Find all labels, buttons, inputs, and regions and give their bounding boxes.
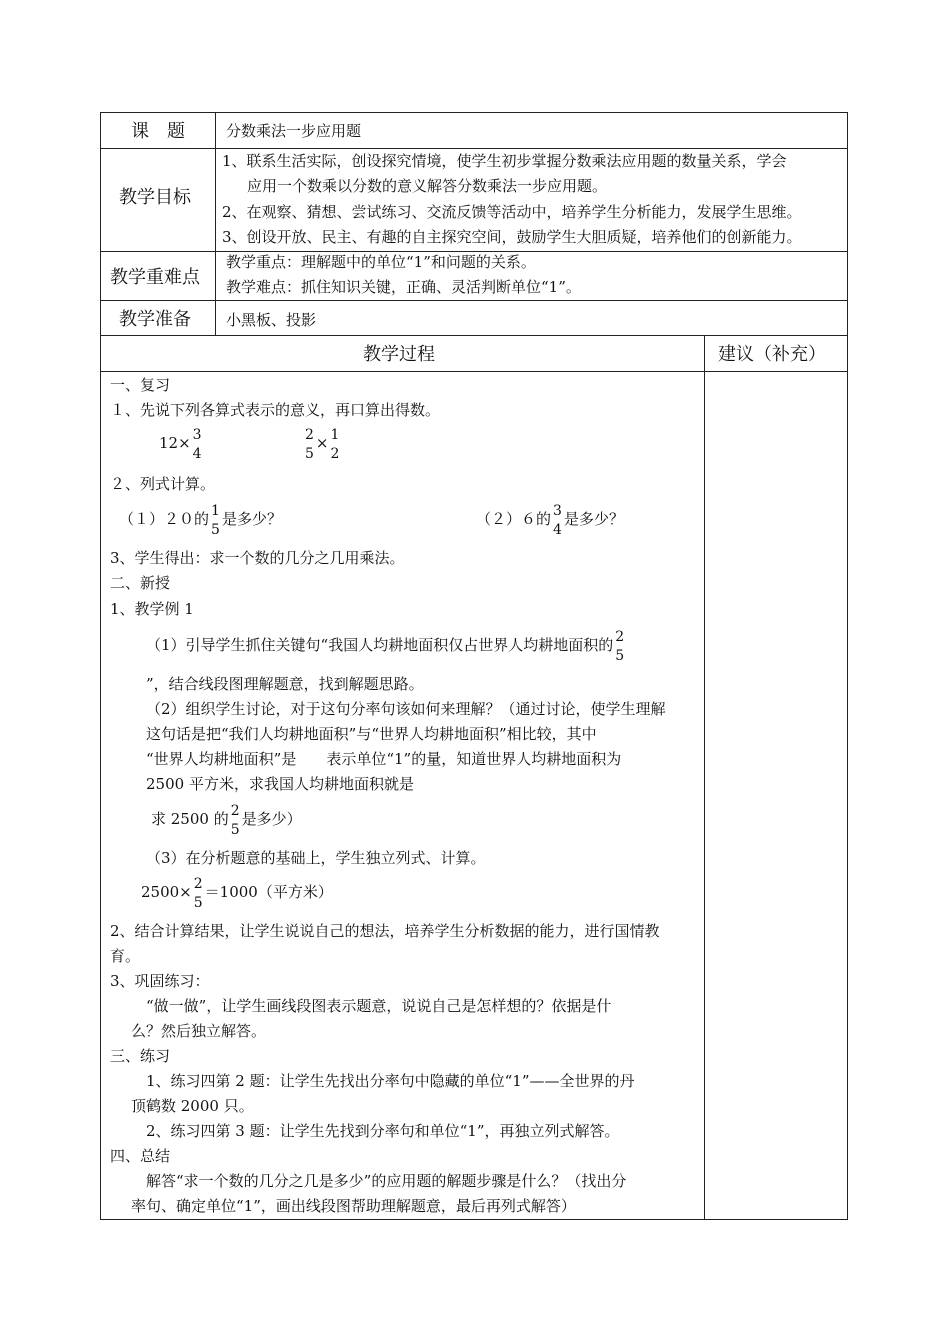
section-review: 一、复习 (110, 376, 171, 394)
prep-label: 教学准备 (119, 309, 191, 330)
process-label: 教学过程 (363, 344, 435, 365)
summary-b: 率句、确定单位“1”，画出线段图帮助理解题意，最后再列式解答） (131, 1197, 576, 1215)
section-new: 二、新授 (110, 574, 171, 592)
paragraph-2d: 2500 平方米，求我国人均耕地面积就是 (146, 775, 414, 793)
review-item-2: ２、列式计算。 (110, 475, 216, 493)
row-divider (101, 371, 847, 372)
expression-2 (303, 425, 341, 463)
paragraph-2e: 求 2500 的 2 5 是多少） (151, 802, 302, 838)
keypoints-label: 教学重难点 (110, 267, 200, 288)
goal-3: 3、创设开放、民主、有趣的自主探究空间，鼓励学生大胆质疑，培养他们的创新能力。 (222, 228, 802, 246)
key-difficulty: 教学难点：抓住知识关键，正确、灵活判断单位“1”。 (226, 278, 581, 296)
practice-1b: 顶鹤数 2000 只。 (131, 1097, 254, 1115)
paragraph-1b: ”，结合线段图理解题意，找到解题思路。 (146, 675, 424, 693)
paragraph-2a: （2）组织学生讨论，对于这句分率句该如何来理解？（通过讨论，使学生理解 (146, 700, 666, 718)
fraction: 2 5 (230, 802, 240, 838)
topic-value: 分数乘法一步应用题 (226, 122, 362, 140)
goal-1b: 应用一个数乘以分数的意义解答分数乘法一步应用题。 (247, 177, 608, 195)
summary-a: 解答“求一个数的几分之几是多少”的应用题的解题步骤是什么？（找出分 (146, 1172, 627, 1190)
practice-2: 2、练习四第 3 题：让学生先找到分率句和单位“1”，再独立列式解答。 (146, 1122, 620, 1140)
fraction: 2 5 (305, 426, 314, 462)
fraction: 3 4 (192, 426, 202, 462)
row-divider (101, 300, 847, 301)
paragraph-2c: “世界人均耕地面积”是 表示单位“1”的量，知道世界人均耕地面积为 (146, 750, 622, 768)
new-item-2a: 2、结合计算结果，让学生说说自己的想法，培养学生分析数据的能力，进行国情教 (110, 922, 660, 940)
exercise-a: “做一做”，让学生画线段图表示题意，说说自己是怎样想的？依据是什 (146, 997, 612, 1015)
section-practice: 三、练习 (110, 1047, 171, 1065)
fraction: 2 5 (193, 875, 203, 911)
fraction: 2 5 (615, 628, 625, 664)
review-item-1: １、先说下列各算式表示的意义，再口算出得数。 (110, 401, 441, 419)
practice-1a: 1、练习四第 2 题：让学生先找出分率句中隐藏的单位“1”——全世界的丹 (146, 1072, 635, 1090)
times-sign: × (315, 434, 329, 452)
fraction: 3 4 (553, 502, 562, 538)
expression-1-prefix: 12× (159, 434, 191, 452)
row-divider (101, 335, 847, 336)
expression-1 (159, 425, 204, 463)
calculation: 2500× 2 5 ＝1000（平方米） (141, 875, 333, 911)
new-item-3: 3、巩固练习： (110, 972, 210, 990)
goals-label: 教学目标 (119, 187, 191, 208)
new-item-2b: 育。 (110, 947, 141, 965)
col-divider (704, 335, 705, 1219)
suggest-label: 建议（补充） (718, 344, 826, 365)
row-divider (101, 148, 847, 149)
paragraph-1: （1）引导学生抓住关键句“我国人均耕地面积仅占世界人均耕地面积的 2 5 (146, 628, 625, 664)
fraction: 1 2 (330, 426, 340, 462)
fraction: 1 5 (211, 502, 220, 538)
paragraph-2b: 这句话是把“我们人均耕地面积”与“世界人均耕地面积”相比较，其中 (146, 725, 597, 743)
exercise-b: 么？然后独立解答。 (131, 1022, 267, 1040)
question-1: （１）２０的 1 5 是多少？ (119, 502, 282, 538)
topic-label: 课 题 (131, 121, 185, 142)
prep-value: 小黑板、投影 (226, 311, 317, 329)
col-divider (215, 113, 216, 335)
paragraph-3: （3）在分析题意的基础上，学生独立列式、计算。 (146, 849, 486, 867)
lesson-plan-table (100, 112, 848, 1220)
section-summary: 四、总结 (110, 1147, 171, 1165)
key-focus: 教学重点：理解题中的单位“1”和问题的关系。 (226, 253, 536, 271)
new-item-1: 1、教学例 1 (110, 600, 194, 618)
question-2: （２）６的 3 4 是多少？ (476, 502, 624, 538)
goal-1a: 1、联系生活实际，创设探究情境，使学生初步掌握分数乘法应用题的数量关系，学会 (222, 152, 787, 170)
goal-2: 2、在观察、猜想、尝试练习、交流反馈等活动中，培养学生分析能力，发展学生思维。 (222, 203, 802, 221)
review-item-3: 3、学生得出：求一个数的几分之几用乘法。 (110, 549, 405, 567)
